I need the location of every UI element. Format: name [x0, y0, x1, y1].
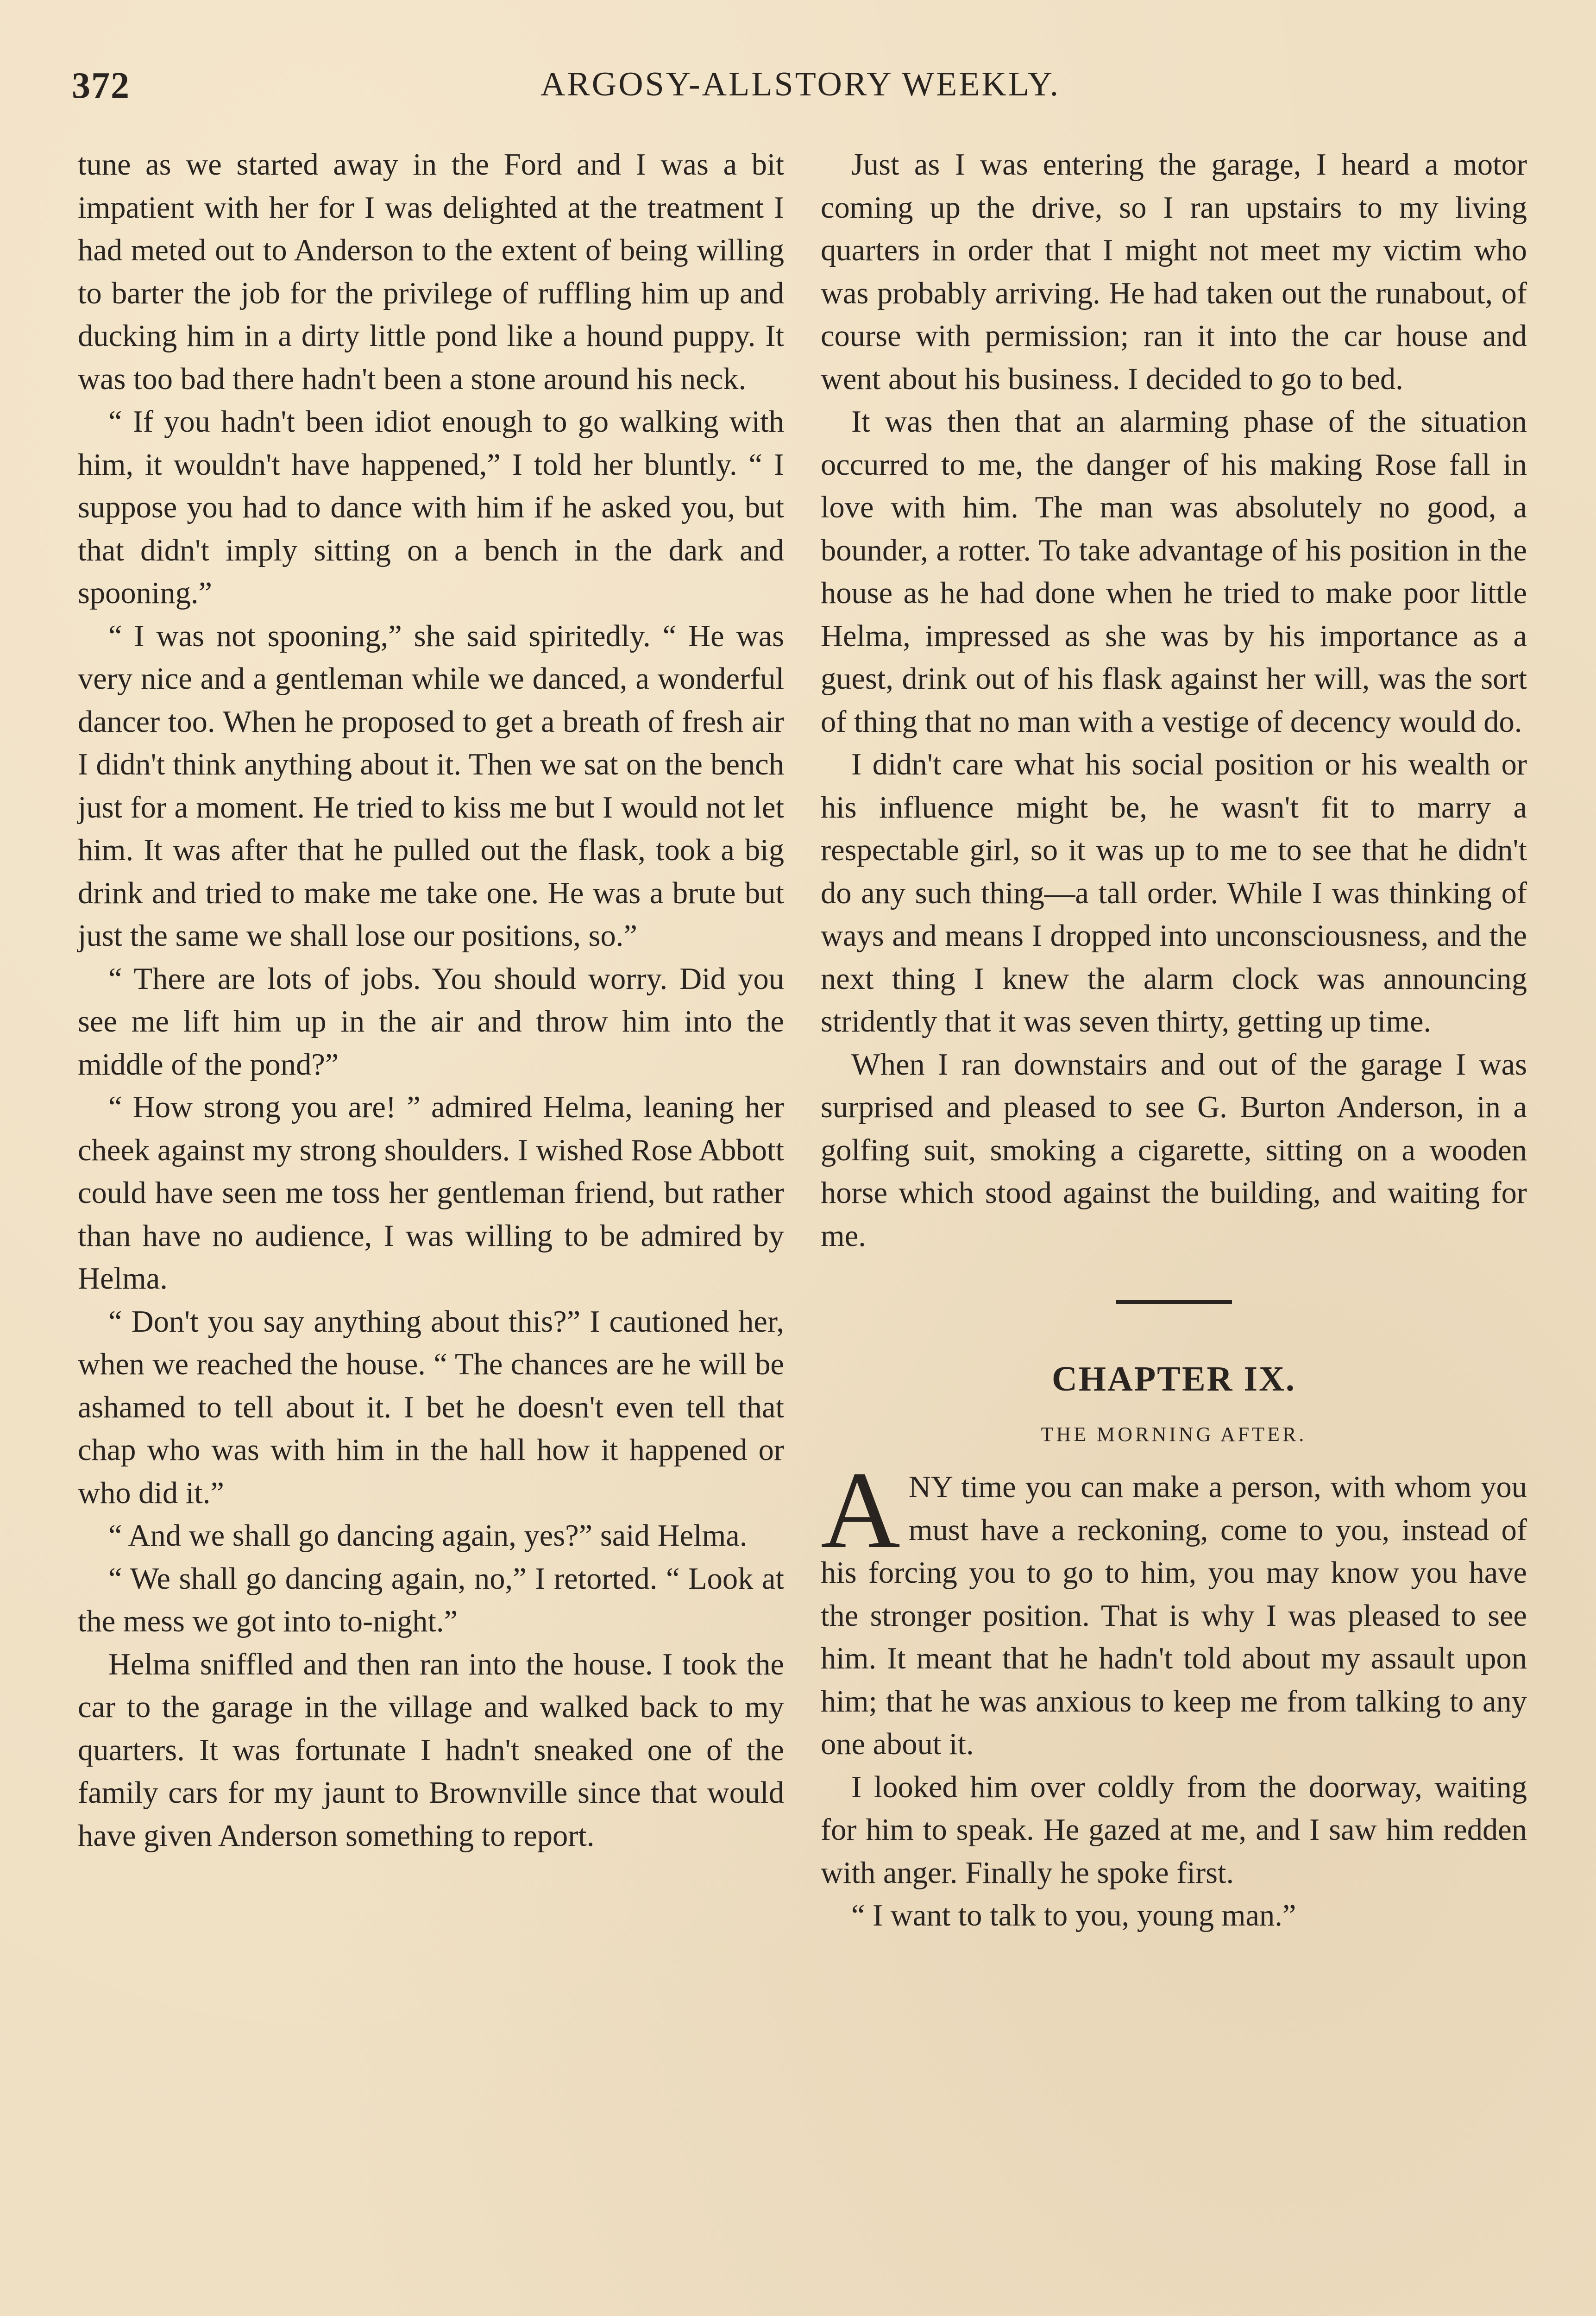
right-column — [821, 144, 1527, 1938]
body-paragraph: I didn't care what his social position or his wealth or his influence might be, he wasn't fit to marry a respectable girl, so it was up to me to see that he didn't do any such thing—a tall order. While I was thinking of ways and means I dropped into unconsciousness, and the next thing I knew the alarm clock was announcing stridently that it was seven thirty, getting up time. — [821, 748, 1527, 1038]
body-paragraph: “ I want to talk to you, young man.” — [851, 1899, 1296, 1932]
body-paragraph: “ And we shall go dancing again, yes?” said Helma. — [108, 1519, 748, 1553]
left-column — [78, 144, 784, 1857]
body-paragraph: “ We shall go dancing again, no,” I retorted. “ Look at the mess we got into to-night.” — [78, 1561, 784, 1638]
chapter-title: CHAPTER IX. — [1051, 1359, 1296, 1398]
body-paragraph: “ Don't you say anything about this?” I cautioned her, when we reached the house. “ The chances are he will be ashamed to tell about it. I bet he doesn't even tell that chap who was with him in the hall how it happened or who did it.” — [78, 1304, 784, 1510]
chapter-opening-paragraph — [821, 1449, 1527, 1766]
drop-cap: A — [821, 1449, 900, 1571]
section-divider-rule — [1116, 1300, 1232, 1304]
opening-paragraph-text: NY time you can make a person, with whom you must have a reckoning, come to you, instead of his forcing you to go to him, you may know you have the stronger position. That is why I was pleased to see him. It meant that he hadn't told about my assault upon him; that he was anxious to keep me from talking to any one about it. — [821, 1470, 1527, 1761]
chapter-subtitle: THE MORNING AFTER. — [1041, 1423, 1307, 1446]
body-paragraph: “ If you hadn't been idiot enough to go walking with him, it wouldn't have happened,” I told her bluntly. “ I suppose you had to dance with him if he asked you, but that didn't imply sitting on a bench in the dark and spooning.” — [78, 405, 784, 610]
running-head: ARGOSY-ALLSTORY WEEKLY. — [540, 65, 1061, 103]
body-paragraph: “ How strong you are! ” admired Helma, leaning her cheek against my strong shoulders. I wished Rose Abbott could have seen me toss her gentleman friend, but rather than have no audience, I was willing to be admired by Helma. — [78, 1090, 784, 1296]
body-paragraph: I looked him over coldly from the doorway, waiting for him to speak. He gazed at me, and I saw him redden with anger. Finally he spoke first. — [821, 1770, 1527, 1890]
body-paragraph: When I ran downstairs and out of the garage I was surprised and pleased to see G. Burton Anderson, in a golfing suit, smoking a cigarette, sitting on a wooden horse which stood against the building, and waiting for me. — [821, 1047, 1527, 1253]
body-paragraph: It was then that an alarming phase of the situation occurred to me, the danger of his making Rose fall in love with him. The man was absolutely no good, a bounder, a rotter. To take advantage of his position in the house as he had done when he tried to make poor little Helma, impressed as she was by his importance as a guest, drink out of his flask against her will, was the sort of thing that no man with a vestige of decency would do. — [821, 405, 1527, 739]
body-paragraph: “ I was not spooning,” she said spiritedly. “ He was very nice and a gentleman while we danced, a wonderful dancer too. When he proposed to get a breath of fresh air I didn't think anything about it. Then we sat on the bench just for a moment. He tried to kiss me but I would not let him. It was after that he pulled out the flask, took a big drink and tried to make me take one. He was a brute but just the same we shall lose our positions, so.” — [78, 619, 784, 953]
body-paragraph: Helma sniffled and then ran into the house. I took the car to the garage in the village and walked back to my quarters. It was fortunate I hadn't sneaked one of the family cars for my jaunt to Brownville since that would have given Anderson something to report. — [78, 1647, 784, 1853]
body-paragraph: tune as we started away in the Ford and I was a bit impatient with her for I was delighted at the treatment I had meted out to Anderson to the extent of being willing to barter the job for the privilege of ruffling him up and ducking him in a dirty little pond like a hound puppy. It was too bad there hadn't been a stone around his neck. — [78, 148, 784, 396]
body-paragraph: Just as I was entering the garage, I heard a motor coming up the drive, so I ran upstairs to my living quarters in order that I might not meet my victim who was probably arriving. He had taken out the runabout, of course with permission; ran it into the car house and went about his business. I decided to go to bed. — [821, 148, 1527, 396]
body-paragraph: “ There are lots of jobs. You should worry. Did you see me lift him up in the air and throw him into the middle of the pond?” — [78, 962, 784, 1082]
page-header — [72, 65, 1529, 120]
page-number: 372 — [72, 65, 130, 106]
